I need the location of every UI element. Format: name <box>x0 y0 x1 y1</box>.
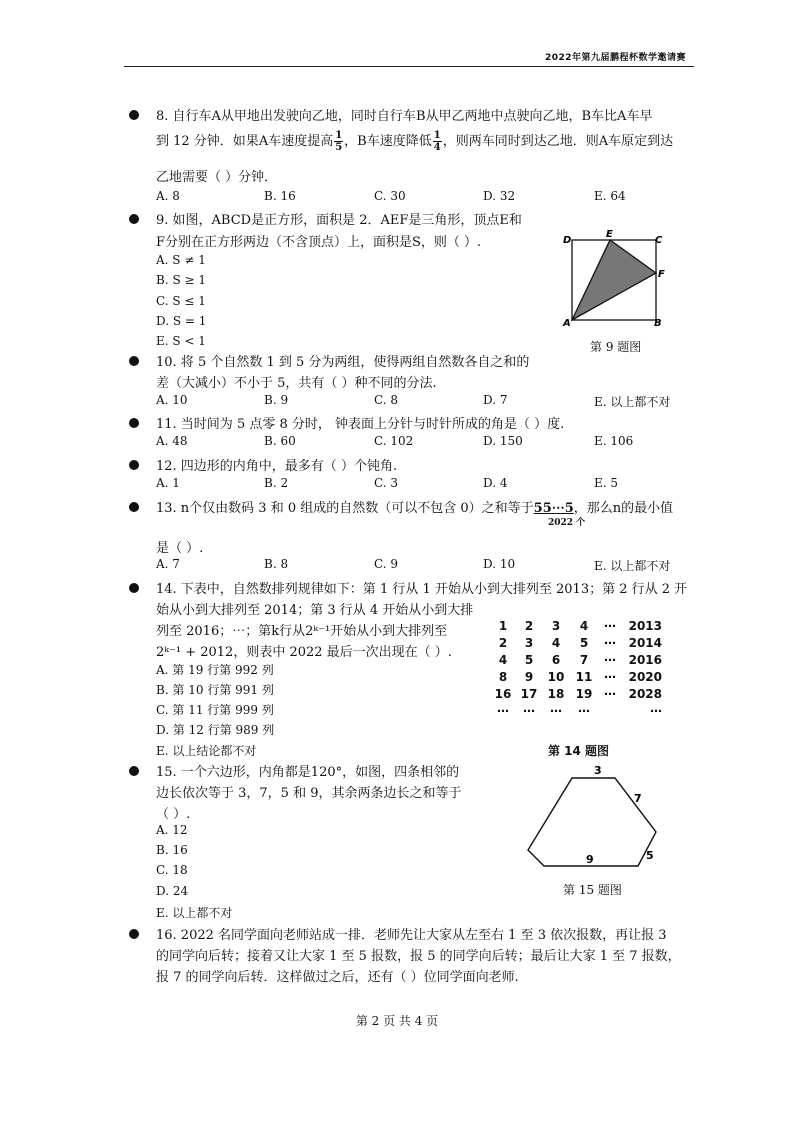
q13-option-d: D. 10 <box>483 557 516 571</box>
q15-option-d: D. 24 <box>156 884 189 898</box>
q16-line1: 16. 2022 名同学面向老师站成一排．老师先让大家从左至右 1 至 3 依次报数，再让报 3 <box>156 928 667 943</box>
q14-table-cell: ⋯ <box>604 653 616 667</box>
q15-line3: （ ）. <box>156 807 191 822</box>
q12-option-c: C. 3 <box>374 476 399 490</box>
q8-option-c: C. 30 <box>374 189 406 203</box>
hex-side-9: 9 <box>586 853 594 866</box>
q11-option-c: C. 102 <box>374 434 414 448</box>
q9-caption: 第 9 题图 <box>590 340 642 354</box>
q11-line1: 11. 当时间为 5 点零 8 分时， 钟表面上分针与时针所成的角是（ ）度. <box>156 417 565 432</box>
bullet-q12 <box>129 460 139 470</box>
q14-table-cell: 2014 <box>628 636 662 650</box>
q9-line1: 9. 如图，ABCD是正方形，面积是 2．AEF是三角形，顶点E和 <box>156 213 522 228</box>
q13-option-e: E. 以上都不对 <box>594 559 671 573</box>
q14-table-cell: 4 <box>551 636 561 650</box>
q14-table-cell: 7 <box>579 653 589 667</box>
q14-table-cell: 18 <box>547 687 565 701</box>
q14-number-table <box>490 618 662 720</box>
bullet-q14 <box>129 583 139 593</box>
q14-table-cell: 2 <box>524 619 534 633</box>
q13-option-c: C. 9 <box>374 557 399 571</box>
q14-line1: 14. 下表中，自然数排列规律如下：第 1 行从 1 开始从小到大排列至 2013；第 2 行从 2 开 <box>156 582 688 597</box>
q14-table-cell: 4 <box>579 619 589 633</box>
bullet-q16 <box>129 929 139 939</box>
q14-table-row <box>490 703 662 720</box>
bullet-q9 <box>129 214 139 224</box>
q12-option-d: D. 4 <box>483 476 508 490</box>
q10-option-b: B. 9 <box>264 393 289 407</box>
q14-table-row <box>490 635 662 652</box>
page-header-title: 2022年第九届鹏程杯数学邀请赛 <box>544 53 686 63</box>
q15-line2: 边长依次等于 3，7，5 和 9，其余两条边长之和等于 <box>156 786 462 801</box>
q12-option-a: A. 1 <box>156 476 180 490</box>
bullet-q15 <box>129 766 139 776</box>
q14-table-cell: 6 <box>551 653 561 667</box>
q8-option-a: A. 8 <box>156 189 180 203</box>
q14-option-a: A. 第 19 行第 992 列 <box>156 663 274 677</box>
q13-line1: 13. n个仅由数码 3 和 0 组成的自然数（可以不包含 0）之和等于55⋯5，那么n的最小值 <box>156 501 674 516</box>
q14-table-cell: ⋯ <box>578 704 590 718</box>
q13-repeated-number: 55⋯5 <box>533 501 574 516</box>
q10-option-d: D. 7 <box>483 393 508 407</box>
label-f: F <box>658 269 665 280</box>
q15-option-e: E. 以上都不对 <box>156 906 233 920</box>
q14-table-cell: ⋯ <box>497 704 509 718</box>
q14-option-c: C. 第 11 行第 999 列 <box>156 703 274 717</box>
fraction-one-fifth: $\frac{1}{5}$ <box>335 130 343 153</box>
q15-line1: 15. 一个六边形，内角都是120°，如图，四条相邻的 <box>156 765 460 780</box>
q9-line2: F分别在正方形两边（不含顶点）上，面积是S，则（ ）. <box>156 235 482 250</box>
q8-line2: 到 12 分钟．如果A车速度提高 $\frac{1}{5}$ ，B车速度降低 $\frac{1}{4}$ ，则两车同时到达乙地．则A车原定到达 <box>156 130 674 153</box>
label-c: C <box>655 235 663 246</box>
q9-option-a: A. S ≠ 1 <box>156 253 206 267</box>
header-rule <box>124 66 694 67</box>
q10-option-e: E. 以上都不对 <box>594 395 671 409</box>
q14-option-d: D. 第 12 行第 989 列 <box>156 723 275 737</box>
q14-table-cell: 3 <box>551 619 561 633</box>
q8-option-b: B. 16 <box>264 189 296 203</box>
q14-table-cell: ⋯ <box>604 687 616 701</box>
bullet-q10 <box>129 356 139 366</box>
q14-table-cell <box>598 703 622 720</box>
q8-line1: 8. 自行车A从甲地出发驶向乙地，同时自行车B从甲乙两地中点驶向乙地，B车比A车早 <box>156 109 653 124</box>
q12-option-b: B. 2 <box>264 476 289 490</box>
q14-table-row <box>490 652 662 669</box>
q10-line2: 差（大减小）不小于 5，共有（ ）种不同的分法. <box>156 376 437 391</box>
bullet-q11 <box>129 418 139 428</box>
label-b: B <box>654 318 662 329</box>
q14-table-cell: 2016 <box>628 653 662 667</box>
q10-option-c: C. 8 <box>374 393 399 407</box>
q13-option-a: A. 7 <box>156 557 180 571</box>
label-d: D <box>563 235 572 246</box>
q14-line3: 列至 2016；⋯；第k行从2ᵏ⁻¹开始从小到大排列至 <box>156 624 448 639</box>
q14-table-row <box>490 686 662 703</box>
q14-table-cell: 2020 <box>628 670 662 684</box>
q14-table-cell: 5 <box>579 636 589 650</box>
q14-table-cell: 3 <box>524 636 534 650</box>
q14-table-cell: 11 <box>575 670 593 684</box>
q15-hexagon-figure <box>520 762 670 878</box>
q11-option-d: D. 150 <box>483 434 523 448</box>
label-a: A <box>563 318 571 329</box>
q16-line2: 的同学向后转；接着又让大家 1 至 5 报数，报 5 的同学向后转；最后让大家 1 至 7 报数， <box>156 949 681 964</box>
hex-side-3: 3 <box>594 764 602 777</box>
q12-line1: 12. 四边形的内角中，最多有（ ）个钝角. <box>156 459 398 474</box>
q15-caption: 第 15 题图 <box>563 883 622 897</box>
q8-line3: 乙地需要（ ）分钟． <box>156 170 278 185</box>
q14-option-b: B. 第 10 行第 991 列 <box>156 683 274 697</box>
q10-option-a: A. 10 <box>156 393 188 407</box>
q14-table-row <box>490 669 662 686</box>
q14-table-cell: ⋯ <box>650 704 662 718</box>
q14-table-cell: 2013 <box>628 619 662 633</box>
bullet-q13 <box>129 502 139 512</box>
q14-table-cell: 8 <box>498 670 508 684</box>
bullet-q8 <box>129 110 139 120</box>
q13-option-b: B. 8 <box>264 557 289 571</box>
q8-option-e: E. 64 <box>594 189 626 203</box>
q13-line2: 是（ ）. <box>156 541 204 556</box>
q14-table-cell: ⋯ <box>604 619 616 633</box>
q9-option-c: C. S ≤ 1 <box>156 294 206 308</box>
q8-option-d: D. 32 <box>483 189 516 203</box>
q14-option-e: E. 以上结论都不对 <box>156 744 257 758</box>
q14-table-row <box>490 618 662 635</box>
q14-table-cell: 17 <box>520 687 538 701</box>
q9-option-e: E. S < 1 <box>156 334 206 348</box>
fraction-one-fourth: $\frac{1}{4}$ <box>433 130 441 153</box>
q14-table-cell: 19 <box>575 687 593 701</box>
q14-table-cell: 2028 <box>628 687 662 701</box>
q14-table-cell: 9 <box>524 670 534 684</box>
q14-line4: 2ᵏ⁻¹ + 2012，则表中 2022 最后一次出现在（ ）. <box>156 645 452 660</box>
page-footer: 第 2 页 共 4 页 <box>355 1014 439 1028</box>
q14-table-cell: 2 <box>498 636 508 650</box>
hex-side-7: 7 <box>634 792 642 805</box>
q10-line1: 10. 将 5 个自然数 1 到 5 分为两组，使得两组自然数各自之和的 <box>156 355 530 370</box>
q14-table-cell: 10 <box>547 670 565 684</box>
q9-option-b: B. S ≥ 1 <box>156 273 206 287</box>
q12-option-e: E. 5 <box>594 476 619 490</box>
q9-option-d: D. S = 1 <box>156 314 207 328</box>
q14-line2: 始从小到大排列至 2014；第 3 行从 4 开始从小到大排 <box>156 603 474 618</box>
q11-option-b: B. 60 <box>264 434 296 448</box>
q14-table-cell: 5 <box>524 653 534 667</box>
q11-option-a: A. 48 <box>156 434 188 448</box>
q14-table-cell: 1 <box>498 619 508 633</box>
q16-line3: 报 7 的同学向后转．这样做过之后，还有（ ）位同学面向老师. <box>156 970 519 985</box>
q15-option-a: A. 12 <box>156 823 188 837</box>
q15-option-c: C. 18 <box>156 863 188 877</box>
q14-table-cell: 16 <box>494 687 512 701</box>
q14-table-cell: ⋯ <box>604 636 616 650</box>
q14-table-cell: ⋯ <box>523 704 535 718</box>
q14-caption: 第 14 题图 <box>548 744 610 758</box>
label-e: E <box>606 229 613 240</box>
q11-option-e: E. 106 <box>594 434 634 448</box>
q14-table-cell: ⋯ <box>550 704 562 718</box>
q9-square-figure <box>555 226 675 334</box>
q13-underbrace-label: 2022 个 <box>548 518 586 528</box>
hex-side-5: 5 <box>646 849 654 862</box>
q14-table-cell: 4 <box>498 653 508 667</box>
q15-option-b: B. 16 <box>156 843 188 857</box>
q14-table-cell: ⋯ <box>604 670 616 684</box>
